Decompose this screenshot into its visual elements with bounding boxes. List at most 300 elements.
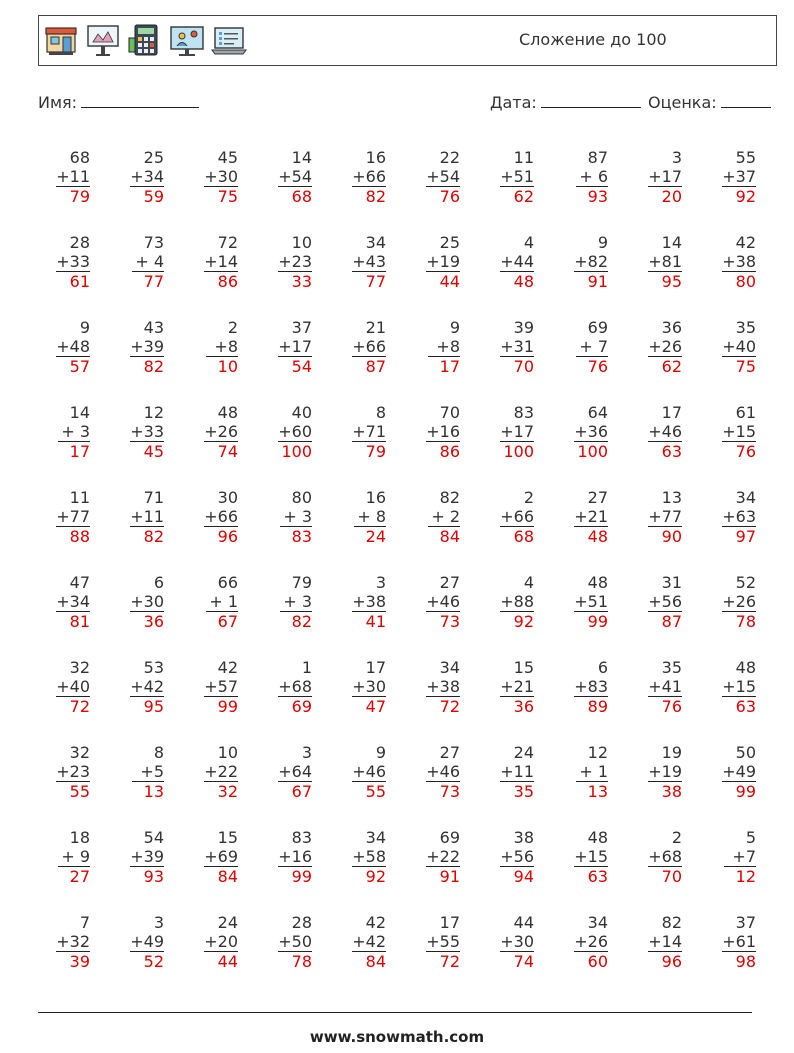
addition-problem xyxy=(400,318,460,376)
top-number: 37 xyxy=(291,318,312,337)
addend xyxy=(474,507,534,527)
addend xyxy=(696,252,756,272)
addend-text: +40 xyxy=(56,677,90,696)
addition-problem xyxy=(326,658,386,716)
addend-text: + 9 xyxy=(58,847,90,867)
answer: 59 xyxy=(143,187,164,206)
top-number: 42 xyxy=(365,913,386,932)
addend-text: + 3 xyxy=(58,422,90,442)
answer: 87 xyxy=(365,357,386,376)
top-number: 32 xyxy=(69,743,90,762)
addend-text: +66 xyxy=(352,167,386,186)
addend-text: +46 xyxy=(426,762,460,781)
top-number: 4 xyxy=(523,233,534,252)
addend-text: +38 xyxy=(352,592,386,611)
addend xyxy=(696,422,756,442)
top-number: 72 xyxy=(217,233,238,252)
addend-text: +23 xyxy=(278,252,312,271)
addend xyxy=(30,677,90,697)
top-number: 45 xyxy=(217,148,238,167)
answer: 76 xyxy=(587,357,608,376)
addend-text: +68 xyxy=(278,677,312,696)
addend-text: +33 xyxy=(130,422,164,441)
addend xyxy=(400,592,460,612)
addend xyxy=(548,337,608,357)
top-number: 17 xyxy=(439,913,460,932)
answer: 74 xyxy=(513,952,534,971)
addend xyxy=(474,592,534,612)
addend-text: +66 xyxy=(352,337,386,356)
answer: 99 xyxy=(735,782,756,801)
top-number: 66 xyxy=(217,573,238,592)
addend xyxy=(252,932,312,952)
addend-text: +60 xyxy=(278,422,312,441)
answer: 12 xyxy=(735,867,756,886)
answer: 33 xyxy=(291,272,312,291)
top-number: 39 xyxy=(513,318,534,337)
addition-problem xyxy=(178,828,238,886)
addition-problem xyxy=(622,318,682,376)
addend xyxy=(326,677,386,697)
answer: 72 xyxy=(439,697,460,716)
answer: 74 xyxy=(217,442,238,461)
addend xyxy=(252,677,312,697)
addend xyxy=(30,337,90,357)
top-number: 64 xyxy=(587,403,608,422)
addend-text: +26 xyxy=(722,592,756,611)
addend xyxy=(104,762,164,782)
answer: 75 xyxy=(735,357,756,376)
addition-problem xyxy=(696,743,756,801)
addend xyxy=(548,762,608,782)
answer: 13 xyxy=(587,782,608,801)
addition-problem xyxy=(326,913,386,971)
addition-problem xyxy=(104,148,164,206)
answer: 54 xyxy=(291,357,312,376)
top-number: 9 xyxy=(449,318,460,337)
addend-text: +50 xyxy=(278,932,312,951)
top-number: 83 xyxy=(513,403,534,422)
addition-problem xyxy=(622,743,682,801)
answer: 32 xyxy=(217,782,238,801)
addend xyxy=(548,677,608,697)
addition-problem xyxy=(548,488,608,546)
answer: 80 xyxy=(735,272,756,291)
addend xyxy=(400,507,460,527)
top-number: 34 xyxy=(365,233,386,252)
top-number: 12 xyxy=(143,403,164,422)
top-number: 32 xyxy=(69,658,90,677)
addition-problem xyxy=(696,318,756,376)
addend-text: +69 xyxy=(204,847,238,866)
top-number: 11 xyxy=(69,488,90,507)
top-number: 48 xyxy=(587,573,608,592)
answer: 90 xyxy=(661,527,682,546)
top-number: 55 xyxy=(735,148,756,167)
addition-problem xyxy=(252,573,312,631)
answer: 67 xyxy=(291,782,312,801)
addend-text: +37 xyxy=(722,167,756,186)
addend xyxy=(696,762,756,782)
addend-text: +39 xyxy=(130,337,164,356)
top-number: 3 xyxy=(301,743,312,762)
answer: 76 xyxy=(439,187,460,206)
addend xyxy=(696,847,756,867)
addition-problem xyxy=(326,573,386,631)
addend xyxy=(696,932,756,952)
addend xyxy=(178,167,238,187)
addition-problem xyxy=(178,658,238,716)
addition-problem xyxy=(400,403,460,461)
addend-text: +17 xyxy=(648,167,682,186)
answer: 77 xyxy=(365,272,386,291)
answer: 99 xyxy=(217,697,238,716)
answer: 84 xyxy=(217,867,238,886)
addend-text: +22 xyxy=(426,847,460,866)
addend-text: +34 xyxy=(130,167,164,186)
addend-text: +46 xyxy=(426,592,460,611)
answer: 91 xyxy=(439,867,460,886)
top-number: 27 xyxy=(587,488,608,507)
top-number: 17 xyxy=(661,403,682,422)
top-number: 42 xyxy=(735,233,756,252)
addend xyxy=(104,847,164,867)
addend xyxy=(104,337,164,357)
answer: 88 xyxy=(69,527,90,546)
addition-problem xyxy=(104,488,164,546)
addend-text: +58 xyxy=(352,847,386,866)
addend-text: +56 xyxy=(500,847,534,866)
addend xyxy=(30,422,90,442)
addend-text: +26 xyxy=(204,422,238,441)
top-number: 25 xyxy=(439,233,460,252)
addend xyxy=(178,422,238,442)
answer: 67 xyxy=(217,612,238,631)
answer: 97 xyxy=(735,527,756,546)
addend xyxy=(252,847,312,867)
addend xyxy=(696,677,756,697)
addend-text: +51 xyxy=(574,592,608,611)
answer: 41 xyxy=(365,612,386,631)
answer: 57 xyxy=(69,357,90,376)
addend xyxy=(622,507,682,527)
addition-problem xyxy=(252,488,312,546)
addition-problem xyxy=(400,573,460,631)
addend-text: +19 xyxy=(648,762,682,781)
addend-text: +61 xyxy=(722,932,756,951)
addition-problem xyxy=(548,743,608,801)
top-number: 22 xyxy=(439,148,460,167)
top-number: 8 xyxy=(375,403,386,422)
top-number: 3 xyxy=(153,913,164,932)
addend xyxy=(400,677,460,697)
addend-text: +26 xyxy=(648,337,682,356)
top-number: 34 xyxy=(365,828,386,847)
addend-text: +32 xyxy=(56,932,90,951)
top-number: 34 xyxy=(587,913,608,932)
addition-problem xyxy=(400,828,460,886)
top-number: 15 xyxy=(513,658,534,677)
date-label: Дата: xyxy=(490,93,537,112)
top-number: 16 xyxy=(365,488,386,507)
addition-problem xyxy=(622,148,682,206)
answer: 38 xyxy=(661,782,682,801)
answer: 13 xyxy=(143,782,164,801)
addend-text: +42 xyxy=(130,677,164,696)
addend xyxy=(548,252,608,272)
answer: 84 xyxy=(365,952,386,971)
top-number: 2 xyxy=(671,828,682,847)
addend xyxy=(104,252,164,272)
addend xyxy=(400,167,460,187)
addend-text: +36 xyxy=(574,422,608,441)
addend-text: +43 xyxy=(352,252,386,271)
addition-problem xyxy=(30,403,90,461)
addend xyxy=(104,677,164,697)
top-number: 27 xyxy=(439,743,460,762)
addend-text: +38 xyxy=(426,677,460,696)
addend xyxy=(30,762,90,782)
addition-problem xyxy=(474,403,534,461)
addend-text: +77 xyxy=(648,507,682,526)
addend xyxy=(622,847,682,867)
answer: 100 xyxy=(577,442,608,461)
addend xyxy=(548,422,608,442)
addend-text: + 3 xyxy=(280,592,312,612)
addend-text: +8 xyxy=(428,337,460,357)
answer: 62 xyxy=(661,357,682,376)
answer: 91 xyxy=(587,272,608,291)
addition-problem xyxy=(696,403,756,461)
addition-problem xyxy=(474,573,534,631)
addend xyxy=(696,592,756,612)
addend-text: +26 xyxy=(574,932,608,951)
addition-problem xyxy=(104,828,164,886)
addend xyxy=(696,507,756,527)
top-number: 68 xyxy=(69,148,90,167)
addition-problem xyxy=(696,658,756,716)
answer: 61 xyxy=(69,272,90,291)
addend-text: +56 xyxy=(648,592,682,611)
addend xyxy=(104,167,164,187)
addend xyxy=(252,422,312,442)
addend-text: +82 xyxy=(574,252,608,271)
top-number: 48 xyxy=(735,658,756,677)
addend xyxy=(104,932,164,952)
answer: 75 xyxy=(217,187,238,206)
addend-text: +5 xyxy=(132,762,164,782)
top-number: 10 xyxy=(291,233,312,252)
addition-problem xyxy=(474,743,534,801)
addend-text: +31 xyxy=(500,337,534,356)
top-number: 21 xyxy=(365,318,386,337)
addend xyxy=(474,337,534,357)
addition-problem xyxy=(104,913,164,971)
addend xyxy=(400,847,460,867)
top-number: 4 xyxy=(523,573,534,592)
addend-text: + 4 xyxy=(132,252,164,272)
answer: 36 xyxy=(513,697,534,716)
addition-problem xyxy=(104,573,164,631)
addition-problem xyxy=(30,488,90,546)
top-number: 5 xyxy=(745,828,756,847)
top-number: 6 xyxy=(597,658,608,677)
addend xyxy=(548,932,608,952)
answer: 73 xyxy=(439,782,460,801)
addend-text: +54 xyxy=(426,167,460,186)
answer: 96 xyxy=(217,527,238,546)
addition-problem xyxy=(400,913,460,971)
answer: 87 xyxy=(661,612,682,631)
top-number: 79 xyxy=(291,573,312,592)
top-number: 9 xyxy=(597,233,608,252)
addition-problem xyxy=(548,573,608,631)
addend-text: +68 xyxy=(648,847,682,866)
top-number: 69 xyxy=(439,828,460,847)
addend-text: +66 xyxy=(500,507,534,526)
top-number: 18 xyxy=(69,828,90,847)
addend-text: +49 xyxy=(130,932,164,951)
answer: 86 xyxy=(217,272,238,291)
addend xyxy=(474,422,534,442)
answer: 17 xyxy=(69,442,90,461)
addend-text: +8 xyxy=(206,337,238,357)
addend xyxy=(252,762,312,782)
top-number: 35 xyxy=(661,658,682,677)
answer: 69 xyxy=(291,697,312,716)
addend xyxy=(326,762,386,782)
answer: 72 xyxy=(69,697,90,716)
addition-problem xyxy=(178,403,238,461)
top-number: 31 xyxy=(661,573,682,592)
addition-problem xyxy=(622,828,682,886)
addition-problem xyxy=(548,658,608,716)
top-number: 80 xyxy=(291,488,312,507)
top-number: 70 xyxy=(439,403,460,422)
addition-problem xyxy=(104,658,164,716)
top-number: 14 xyxy=(291,148,312,167)
top-number: 12 xyxy=(587,743,608,762)
top-number: 2 xyxy=(227,318,238,337)
answer: 78 xyxy=(291,952,312,971)
addend-text: +7 xyxy=(724,847,756,867)
addend xyxy=(104,507,164,527)
addend xyxy=(178,847,238,867)
addend xyxy=(30,507,90,527)
addition-problem xyxy=(178,233,238,291)
answer: 36 xyxy=(143,612,164,631)
top-number: 43 xyxy=(143,318,164,337)
addition-problem xyxy=(252,403,312,461)
addend xyxy=(178,932,238,952)
addend xyxy=(326,252,386,272)
addend-text: +22 xyxy=(204,762,238,781)
addend-text: +38 xyxy=(722,252,756,271)
addend-text: +54 xyxy=(278,167,312,186)
addend xyxy=(178,592,238,612)
addend-text: +46 xyxy=(352,762,386,781)
addend xyxy=(178,507,238,527)
answer: 82 xyxy=(291,612,312,631)
answer: 72 xyxy=(439,952,460,971)
addend xyxy=(178,762,238,782)
addend xyxy=(474,932,534,952)
answer: 95 xyxy=(143,697,164,716)
answer: 79 xyxy=(69,187,90,206)
addend xyxy=(30,592,90,612)
addition-problem xyxy=(326,403,386,461)
answer: 44 xyxy=(217,952,238,971)
addend xyxy=(252,337,312,357)
addition-problem xyxy=(30,318,90,376)
addend-text: +77 xyxy=(56,507,90,526)
addend xyxy=(400,422,460,442)
answer: 63 xyxy=(735,697,756,716)
answer: 76 xyxy=(661,697,682,716)
addition-problem xyxy=(252,913,312,971)
addition-problem xyxy=(326,828,386,886)
addition-problem xyxy=(474,233,534,291)
top-number: 34 xyxy=(439,658,460,677)
addend xyxy=(622,932,682,952)
addition-problem xyxy=(400,488,460,546)
addend xyxy=(622,677,682,697)
addend-text: + 8 xyxy=(354,507,386,527)
addend-text: +41 xyxy=(648,677,682,696)
addend-text: + 2 xyxy=(428,507,460,527)
top-number: 25 xyxy=(143,148,164,167)
addend xyxy=(474,677,534,697)
addition-problem xyxy=(178,318,238,376)
top-number: 38 xyxy=(513,828,534,847)
answer: 93 xyxy=(143,867,164,886)
top-number: 2 xyxy=(523,488,534,507)
addition-problem xyxy=(548,148,608,206)
addend-text: +17 xyxy=(278,337,312,356)
addition-problem xyxy=(696,828,756,886)
addition-problem xyxy=(400,148,460,206)
addend-text: +15 xyxy=(722,677,756,696)
addend-text: +81 xyxy=(648,252,682,271)
addition-problem xyxy=(178,743,238,801)
addition-problem xyxy=(178,573,238,631)
addition-problem xyxy=(178,913,238,971)
footer-website: www.snowmath.com xyxy=(309,1028,485,1046)
addition-problem xyxy=(252,828,312,886)
addend-text: +66 xyxy=(204,507,238,526)
addend-text: +11 xyxy=(130,507,164,526)
answer: 68 xyxy=(513,527,534,546)
top-number: 48 xyxy=(587,828,608,847)
addition-problem xyxy=(326,488,386,546)
addend xyxy=(326,167,386,187)
addend xyxy=(326,422,386,442)
addend xyxy=(696,167,756,187)
top-number: 9 xyxy=(375,743,386,762)
addition-problem xyxy=(622,233,682,291)
answer: 99 xyxy=(587,612,608,631)
addend xyxy=(30,252,90,272)
answer: 82 xyxy=(143,357,164,376)
addend xyxy=(252,167,312,187)
top-number: 27 xyxy=(439,573,460,592)
addition-problem xyxy=(30,913,90,971)
addend xyxy=(326,932,386,952)
answer: 84 xyxy=(439,527,460,546)
addend-text: +57 xyxy=(204,677,238,696)
addition-problem xyxy=(548,913,608,971)
answer: 73 xyxy=(439,612,460,631)
